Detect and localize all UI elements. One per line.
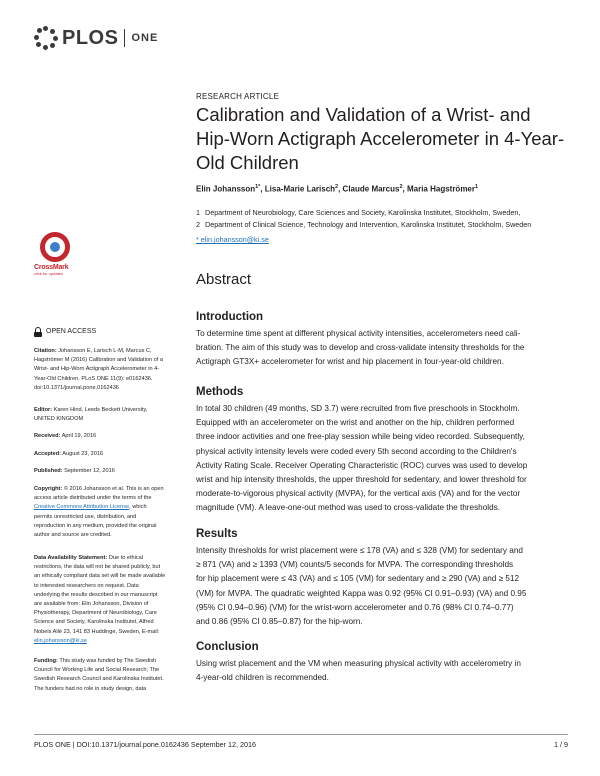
- text-line: magnitude (VM). A leave-one-out method was used to cross-validate the thresholds.: [196, 503, 501, 513]
- citation-block: [34, 347, 166, 393]
- data-availability-label: Data Availability Statement:: [34, 555, 108, 561]
- text-line: Equipped with an accelerometer on the wrist and another on the hip, children performed: [196, 418, 515, 428]
- affiliation-item: [196, 207, 568, 219]
- received-date: April 19, 2016: [61, 433, 97, 439]
- section-heading-methods: Methods: [196, 386, 244, 398]
- section-heading-conclusion: Conclusion: [196, 641, 259, 653]
- data-availability-text: Due to ethical restrictions, the data will not be shared publicly, but an ethically compliant data set will be made available to interested researchers on request. Data underlying the results described in our manuscript are available from: Elin Johansson, Division of Physiotherapy, Department of Neurobiology, Care Science and Society, Karolinska Institutet, Alfred Nobels Allé 23, 141 83 Huddinge, Sweden, E-mail:: [34, 555, 166, 635]
- citation-label: Citation:: [34, 348, 57, 354]
- text-line: Activity Rating Scale. Receiver Operating Characteristic (ROC) curves was used to develop: [196, 460, 528, 470]
- author-name[interactable]: Maria Hagströmer: [406, 184, 475, 194]
- logo-brand: PLOS: [62, 26, 119, 49]
- copyright-text-end: , which permits unrestricted use, distribution, and reproduction in any medium, provided the original author and source are credited.: [34, 504, 157, 539]
- text-line: (95% CI 0.94–0.96) (VM) for the wrist-worn accelerometer and 0.76 (98% CI 0.74–0.77): [196, 602, 514, 612]
- author-affil-sup: 1: [475, 184, 479, 190]
- logo-journal: ONE: [131, 32, 159, 44]
- text-line: and 0.86 (95% CI 0.85–0.87) for the hip-worn.: [196, 617, 363, 627]
- editor-label: Editor:: [34, 407, 53, 413]
- corresponding-email[interactable]: [196, 235, 568, 244]
- section-heading-results: Results: [196, 528, 238, 540]
- text-line: In total 30 children (49 months, SD 3.7) were recruited from five preschools in Stockholm.: [196, 404, 520, 413]
- author-affil-sup: 2: [399, 184, 403, 190]
- plos-one-logo[interactable]: [34, 26, 158, 50]
- abstract-heading: Abstract: [196, 271, 252, 288]
- text-line: bration. The aim of this study was to develop and cross-validate intensity thresholds for the: [196, 343, 525, 353]
- text-line: for hip placement were ≤ 43 (VA) and ≤ 105 (VM) for sedentary and ≥ 290 (VA) and ≥ 512: [196, 574, 520, 584]
- text-line: Actigraph GT3X+ accelerometer for wrist and hip placement in four-year-old children.: [196, 357, 504, 367]
- data-email-link[interactable]: elin.johansson@ki.se: [34, 637, 87, 644]
- author-name[interactable]: Elin Johansson: [196, 184, 256, 194]
- article-type: RESEARCH ARTICLE: [196, 92, 280, 101]
- funding-text: This study was funded by The Swedish Council for Working Life and Social Research; The Swedish Research Council and Karolinska Institutet. The funders had no role in study design, data: [34, 658, 164, 692]
- page-number: 1 / 9: [554, 740, 568, 749]
- author-name[interactable]: Lisa-Marie Larisch: [264, 184, 336, 194]
- page-footer: [34, 734, 568, 749]
- author-list: Elin Johansson$^{1*}$, Lisa-Marie Larisch$^2$, Claude Marcus$^2$, Maria Hagströmer$^1$: [196, 184, 479, 194]
- text-line: moderate-to-vigorous physical activity (MVPA), for the vertical axis (VA) and for the vector: [196, 489, 521, 499]
- accepted-label: Accepted:: [34, 451, 62, 457]
- published-block: [34, 467, 166, 476]
- section-introduction-text: [196, 327, 568, 370]
- text-line: Intensity thresholds for wrist placement were ≤ 178 (VA) and ≤ 328 (VM) for sedentary and: [196, 546, 523, 555]
- text-line: Using wrist placement and the VM when measuring physical activity with accelerometry in: [196, 659, 521, 668]
- author-name[interactable]: Claude Marcus: [342, 184, 400, 194]
- received-block: [34, 432, 166, 441]
- footer-doi: PLOS ONE | DOI:10.1371/journal.pone.0162436 September 12, 2016: [34, 740, 257, 749]
- author-affil-sup: 2: [335, 184, 339, 190]
- open-lock-icon: [34, 327, 42, 337]
- published-date: September 12, 2016: [64, 468, 115, 474]
- published-label: Published:: [34, 468, 63, 474]
- affiliation-number: 1: [196, 208, 200, 217]
- affiliation-number: 2: [196, 220, 200, 229]
- citation-text: Johansson E, Larisch L-M, Marcus C, Hagströmer M (2016) Calibration and Validation of a Wrist- and Hip-Worn Actigraph Accelerometer in 4-Year-Old Children. PLoS ONE 11(9): e0162436. doi:10.1371/journal.pone.0162436: [34, 348, 163, 391]
- logo-divider: [124, 29, 125, 47]
- editor-block: [34, 406, 166, 424]
- section-heading-introduction: Introduction: [196, 311, 264, 323]
- section-conclusion-text: [196, 657, 568, 685]
- copyright-label: Copyright:: [34, 486, 63, 492]
- section-methods-text: [196, 402, 568, 516]
- author-affil-sup: 1*: [255, 184, 261, 190]
- funding-label: Funding:: [34, 658, 58, 664]
- accepted-date: August 23, 2016: [62, 451, 104, 457]
- editor-text: Karen Hind, Leeds Beckett University, UNITED KINGDOM: [34, 407, 148, 423]
- text-line: ≥ 871 (VA) and ≥ 1393 (VM) counts/5 seconds for MVPA. The corresponding thresholds: [196, 560, 514, 570]
- section-results-text: [196, 544, 568, 629]
- affiliation-text: Department of Clinical Science, Technology and Intervention, Karolinska Institutet, Stockholm, Sweden: [205, 220, 532, 229]
- corresponding-email-link[interactable]: * elin.johansson@ki.se: [196, 235, 269, 244]
- affiliation-text: Department of Neurobiology, Care Sciences and Society, Karolinska Institutet, Stockholm, Sweden,: [205, 208, 521, 217]
- text-line: three indoor activities and one free-play session while being video recorded. Subsequently,: [196, 432, 525, 442]
- crossmark-icon: [40, 232, 70, 262]
- text-line: To determine time spent at different physical activity intensities, accelerometers need cali-: [196, 329, 521, 338]
- accepted-block: [34, 450, 166, 459]
- crossmark-sub: click for updates: [34, 271, 63, 276]
- text-line: physical activity intensity levels were coded every 5th second according to the Children's: [196, 446, 517, 456]
- article-title: Calibration and Validation of a Wrist- and Hip-Worn Actigraph Accelerometer in 4-Year-Old Children: [196, 104, 565, 173]
- copyright-text: © 2016 Johansson et al. This is an open access article distributed under the terms of the: [34, 486, 164, 502]
- text-line: (VM) for MVPA. The quadratic weighted Kappa was 0.92 (95% CI 0.91–0.93) (VA) and 0.95: [196, 588, 527, 598]
- text-line: wrist and hip intensity thresholds, the upper threshold for sedentary, and lower threshold for: [196, 475, 527, 485]
- plos-dots-icon: [34, 26, 58, 50]
- open-access-badge: [34, 327, 166, 337]
- license-link[interactable]: Creative Commons Attribution License: [34, 504, 130, 511]
- crossmark-badge[interactable]: [34, 232, 78, 276]
- copyright-block: [34, 485, 166, 540]
- received-label: Received:: [34, 433, 61, 439]
- funding-block: [34, 657, 166, 694]
- affiliation-item: [196, 219, 568, 231]
- crossmark-label: CrossMark: [34, 264, 69, 271]
- text-line: 4-year-old children is recommended.: [196, 673, 329, 683]
- data-availability-block: [34, 554, 166, 646]
- affiliations: [196, 207, 568, 231]
- open-access-label: OPEN ACCESS: [46, 328, 97, 336]
